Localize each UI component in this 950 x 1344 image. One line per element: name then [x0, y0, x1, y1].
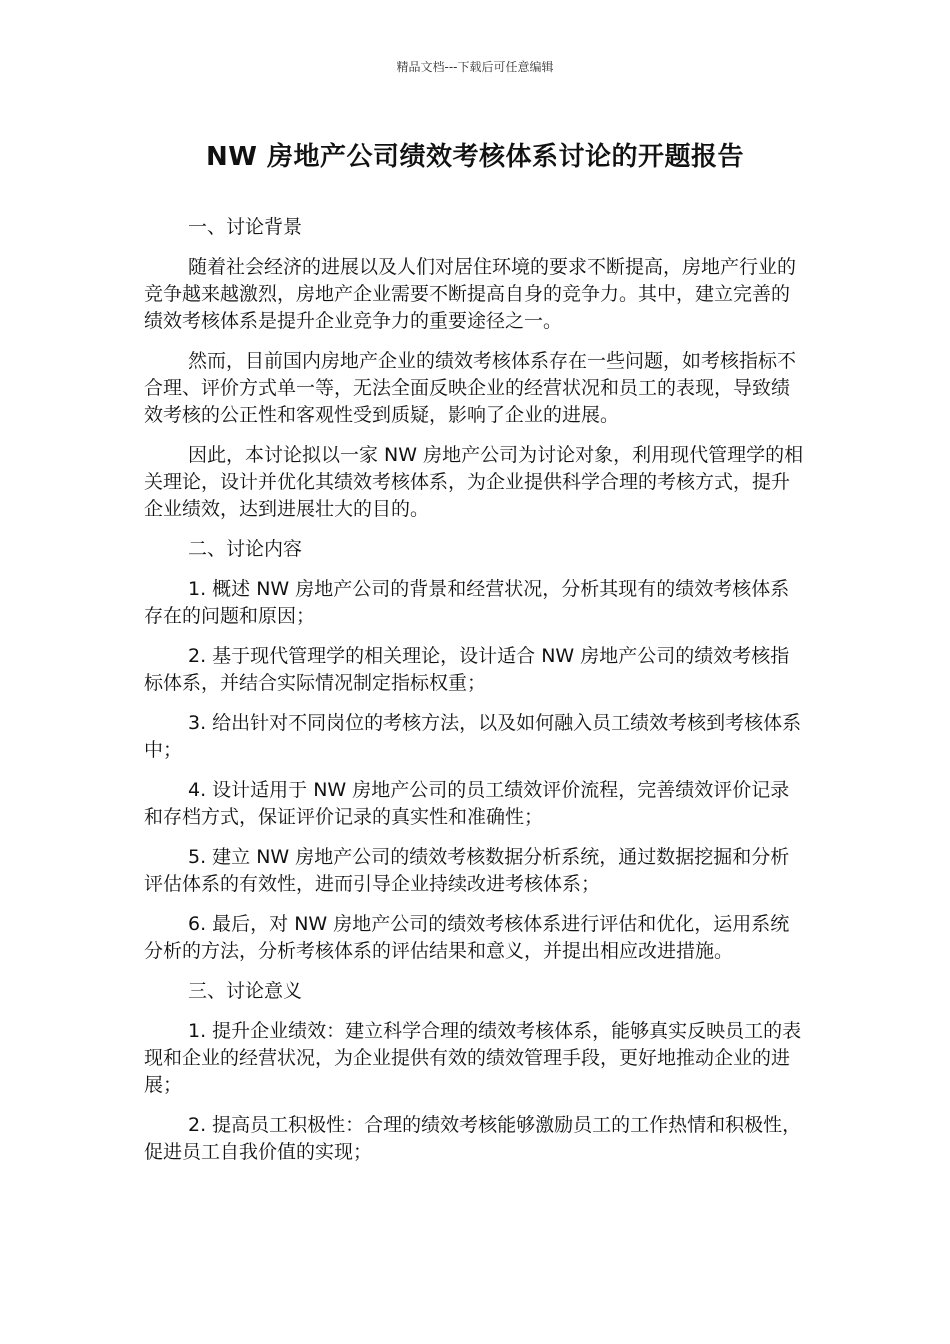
- list-item: 1. 概述 NW 房地产公司的背景和经营状况，分析其现有的绩效考核体系存在的问题和原因；: [144, 578, 790, 627]
- list-item: 3. 给出针对不同岗位的考核方法，以及如何融入员工绩效考核到考核体系中；: [144, 712, 802, 761]
- list-item: 1. 提升企业绩效：建立科学合理的绩效考核体系，能够真实反映员工的表现和企业的经营状况，为企业提供有效的绩效管理手段，更好地推动企业的进展；: [144, 1020, 802, 1096]
- list-item: 2. 基于现代管理学的相关理论，设计适合 NW 房地产公司的绩效考核指标体系，并结合实际情况制定指标权重；: [144, 645, 790, 694]
- document-title: NW 房地产公司绩效考核体系讨论的开题报告: [206, 142, 744, 172]
- section-heading-background: 一、讨论背景: [188, 216, 303, 238]
- document-body: [144, 214, 808, 1179]
- list-item: 6. 最后，对 NW 房地产公司的绩效考核体系进行评估和优化，运用系统分析的方法，分析考核体系的评估结果和意义，并提出相应改进措施。: [144, 913, 790, 962]
- page-header: 精品文档---下载后可任意编辑: [396, 60, 554, 74]
- section-heading-significance: 三、讨论意义: [188, 980, 303, 1002]
- list-item: 2. 提高员工积极性：合理的绩效考核能够激励员工的工作热情和积极性，促进员工自我价值的实现；: [144, 1114, 802, 1163]
- section-heading-content: 二、讨论内容: [188, 538, 303, 560]
- paragraph: 随着社会经济的进展以及人们对居住环境的要求不断提高，房地产行业的竞争越来越激烈，房地产企业需要不断提高自身的竞争力。其中，建立完善的绩效考核体系是提升企业竞争力的重要途径之一。: [144, 256, 797, 332]
- paragraph: 因此，本讨论拟以一家 NW 房地产公司为讨论对象，利用现代管理学的相关理论，设计并优化其绩效考核体系，为企业提供科学合理的考核方式，提升企业绩效，达到进展壮大的目的。: [144, 444, 804, 520]
- list-item: 5. 建立 NW 房地产公司的绩效考核数据分析系统，通过数据挖掘和分析评估体系的有效性，进而引导企业持续改进考核体系；: [144, 846, 790, 895]
- paragraph: 然而，目前国内房地产企业的绩效考核体系存在一些问题，如考核指标不合理、评价方式单一等，无法全面反映企业的经营状况和员工的表现，导致绩效考核的公正性和客观性受到质疑，影响了企业的进展。: [144, 350, 797, 426]
- list-item: 4. 设计适用于 NW 房地产公司的员工绩效评价流程，完善绩效评价记录和存档方式，保证评价记录的真实性和准确性；: [144, 779, 790, 828]
